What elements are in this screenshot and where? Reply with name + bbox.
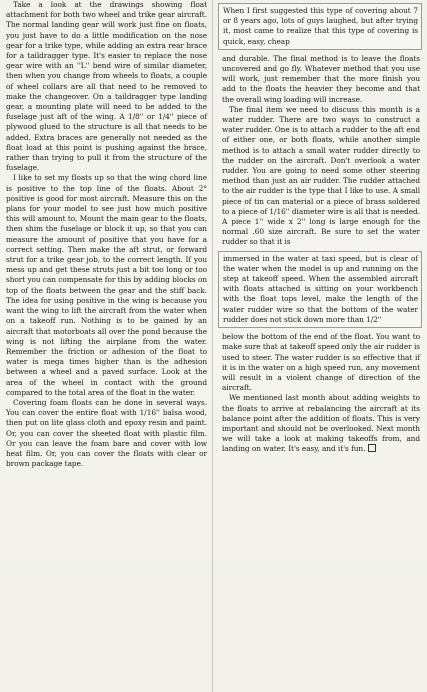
paragraph-rudder-depth: below the bottom of the end of the float. You want to make sure that at takeoff speed only the air rudder is used to steer. The water rudder is so effective that if it is in the water on a high speed run, any movement will result in a violent change of direction of the aircraft. (222, 332, 420, 393)
boxed-text-covering (218, 3, 422, 50)
paragraph-water-rudder: The final item we need to discuss this month is a water rudder. There are two ways to construct a water rudder. One is to attach a rudder to the aft end of either one, or both floats, while another simple method is to attach a small water rudder directly to the rudder on the aircraft. Don't overlook a water rudder. You are going to need some other steering method than just an air rudder. The rudder attached to the air rudder is the type that I like to use. A small piece of tin can material or a piece of brass soldered to a piece of 1/16'' diameter wire is all that is needed. A piece 1'' wide x 2'' long is large enough for the normal .60 size aircraft. Be sure to set the water rudder so that it is (222, 104, 420, 247)
boxed-text-rudder-setting (218, 251, 422, 328)
paragraph-rudder-immersion: immersed in the water at taxi speed, but is clear of the water when the model is up and running on the step at takeoff speed. When the assembled aircraft with floats attached is sitting on your workbench with the float tops level, make the length of the water rudder wire so that the bottom of the water rudder does not stick down more than 1/2'' (223, 253, 418, 324)
end-of-article-mark (368, 444, 376, 452)
paragraph-covering-suggestion: When I first suggested this type of covering about 7 or 8 years ago, lots of guys laughed, but after trying it, most came to realize that this type of covering is quick, easy, cheap (223, 6, 418, 46)
paragraph-wing-positive: I like to set my floats up so that the wing chord line is positive to the top line of the floats. About 2° positive is good for most aircraft. Measure this on the plans for your model to see just how much positive this will amount to. Mount the main gear to the floats, then shim the fuselage or block it up, so that you can measure the amount of positive that you have for a correct setting. Then make the aft strut, or forward strut for a trike gear job, to the correct length. If you mess up and get these struts just a bit too long or too short you can compensate for this by adding blocks on top of the floats between the gear and the stiff back. The idea for using positive in the wing is because you want the wing to lift the aircraft from the water when on a takeoff run. Nothing is to be gained by an aircraft that motorboats all over the pond because the wing is not lifting the airplane from the water. Remember the friction or adhesion of the float to water is mega times higher than is the adhesion between a wheel and a paved surface. Look at the area of the wheel in contact with the ground compared to the total area of the float in the water. (6, 173, 207, 397)
paragraph-covering-floats: Covering foam floats can be done in several ways. You can cover the entire float with 1/16'' balsa wood, then put on lite glass cloth and epoxy resin and paint. Or, you can cover the sheeted float with plastic film. Or you can leave the foam bare and cover with low heat film. Or, you can cover the floats with clear or brown package tape. (6, 397, 207, 469)
paragraph-weights-next-month (222, 393, 420, 454)
column-divider (212, 0, 213, 692)
left-column (6, 0, 207, 469)
right-column (222, 0, 420, 455)
paragraph-durable-finish: and durable. The final method is to leave the floats uncovered and go fly. Whatever method that you use will work, just remember that the more finish you add to the floats the heavier they become and that the overall wing loading will increase. (222, 53, 420, 104)
closing-text: We mentioned last month about adding weights to the floats to arrive at rebalancing the aircraft at its balance point after the addition of floats. This is very important and should not be overlooked. Next month we will take a look at making takeoffs from, and landing on water. It's easy, and it's fun. (222, 393, 420, 454)
paragraph-float-attachment: Take a look at the drawings showing float attachment for both two wheel and trike gear aircraft. The normal landing gear will work just fine on floats, you just have to do a little modification on the nose gear for a trike type, while adding an extra rear brace for a taildragger type. It's easier to replace the nose gear wire with an ''L'' bend wire of similar diameter, then when you change from wheels to floats, a couple of wheel collars are all that need to be removed to make the changeover. On a taildragger type landing gear, a mounting plate will need to be added to the fuselage just aft of the wing. A 1/8'' or 1/4'' piece of plywood glued to the structure is all that needs to be added. Extra braces are generally not needed as the float load at this point is pushing against the brace, rather than trying to pull it from the structure of the fuselage. (6, 0, 207, 173)
